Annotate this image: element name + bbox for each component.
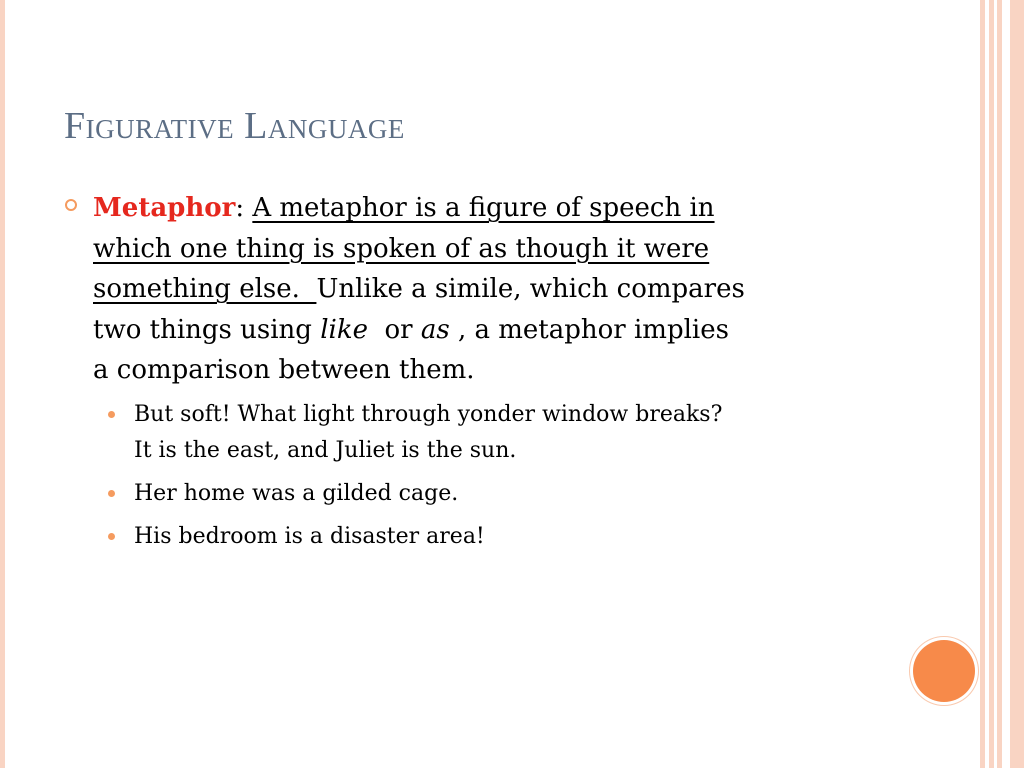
right-frame-bars bbox=[980, 0, 1024, 768]
separator: : bbox=[235, 193, 245, 223]
text-line-3: Unlike a simile, which compares bbox=[316, 274, 745, 304]
definition-line-3: something else. bbox=[93, 274, 317, 304]
text-line-4-post: , a metaphor implies bbox=[449, 314, 729, 345]
example-line: His bedroom is a disaster area! bbox=[134, 523, 485, 549]
ring-bullet-icon bbox=[65, 199, 77, 211]
decorative-circle-icon bbox=[913, 640, 975, 702]
main-bullet bbox=[64, 188, 874, 391]
definition-line-2: which one thing is spoken of as though it were bbox=[93, 233, 710, 264]
dot-bullet-icon bbox=[108, 411, 115, 418]
term-metaphor: Metaphor bbox=[93, 193, 236, 223]
bullet-line bbox=[93, 269, 874, 310]
example-item bbox=[93, 397, 874, 469]
italic-as: as bbox=[420, 314, 450, 345]
frame-bar bbox=[989, 0, 994, 768]
bullet-line bbox=[93, 350, 874, 391]
bullet-line bbox=[93, 229, 874, 270]
frame-bar bbox=[1010, 0, 1024, 768]
bullet-line bbox=[93, 188, 874, 229]
frame-bar bbox=[980, 0, 985, 768]
example-line: Her home was a gilded cage. bbox=[134, 480, 459, 506]
text-line-4-mid: or bbox=[367, 314, 421, 345]
example-list bbox=[64, 397, 874, 555]
dot-bullet-icon bbox=[108, 490, 115, 497]
example-item bbox=[93, 476, 874, 512]
example-line: But soft! What light through yonder window breaks? bbox=[134, 401, 723, 427]
slide-content bbox=[64, 188, 874, 562]
example-line: It is the east, and Juliet is the sun. bbox=[134, 437, 517, 463]
example-item bbox=[93, 519, 874, 555]
text-line-4-pre: two things using bbox=[93, 314, 321, 345]
dot-bullet-icon bbox=[108, 533, 115, 540]
italic-like: like bbox=[320, 314, 368, 345]
definition-line-1: A metaphor is a figure of speech in bbox=[252, 193, 715, 223]
bullet-line bbox=[93, 310, 874, 351]
left-frame-border bbox=[0, 0, 5, 768]
slide-title: Figurative Language bbox=[64, 105, 405, 147]
frame-bar bbox=[997, 0, 1002, 768]
text-line-5: a comparison between them. bbox=[93, 355, 475, 385]
